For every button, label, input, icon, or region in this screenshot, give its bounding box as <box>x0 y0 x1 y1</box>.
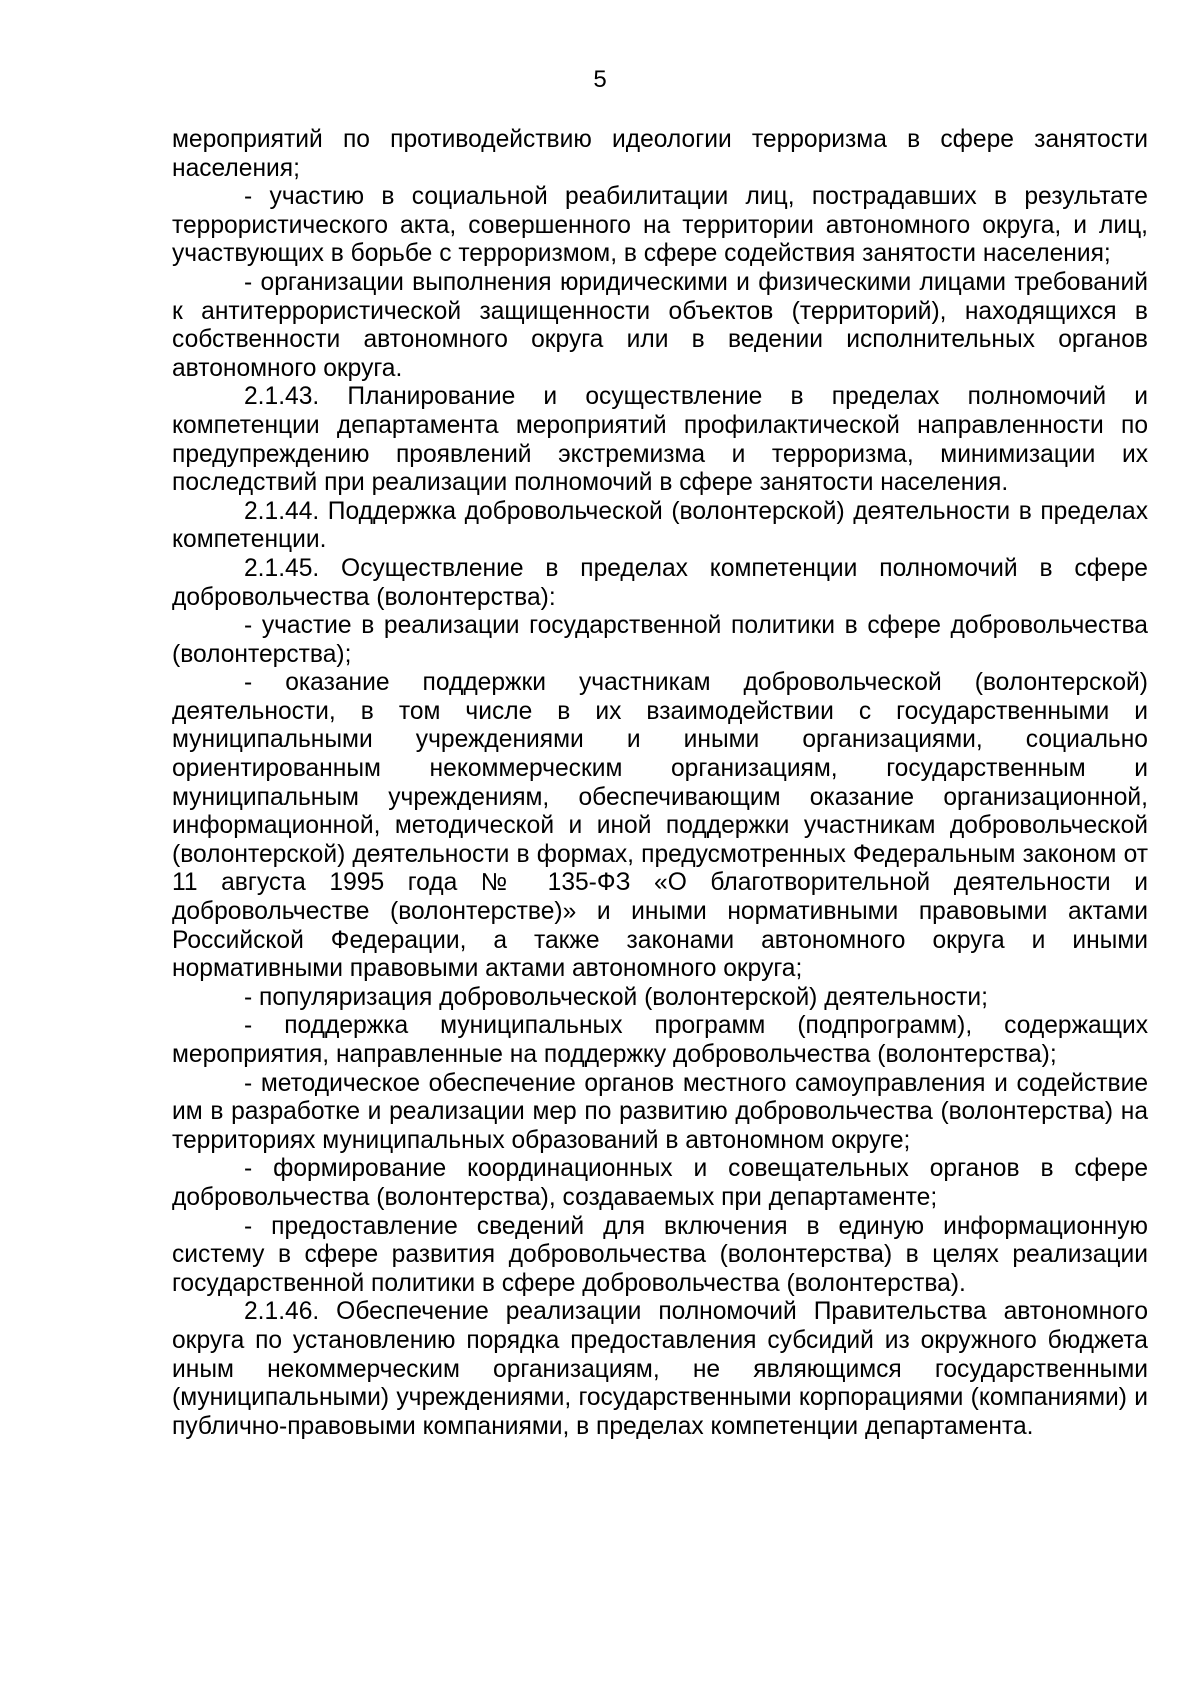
document-body <box>172 126 1148 1441</box>
paragraph: 2.1.46. Обеспечение реализации полномочий Правительства автономного округа по установлению порядка предоставления субсидий из окружного бюджета иным некоммерческим организациям, не являющимся государственными (муниципальными) учреждениями, государственными корпорациями (компаниями) и публично-правовыми компаниями, в пределах компетенции департамента. <box>172 1298 1148 1440</box>
paragraph: - методическое обеспечение органов местного самоуправления и содействие им в разработке и реализации мер по развитию добровольчества (волонтерства) на территориях муниципальных образований в автономном округе; <box>172 1069 1148 1154</box>
paragraph: 2.1.44. Поддержка добровольческой (волонтерской) деятельности в пределах компетенции. <box>172 497 1148 554</box>
paragraph: мероприятий по противодействию идеологии терроризма в сфере занятости населения; <box>172 126 1148 182</box>
paragraph: - участию в социальной реабилитации лиц, пострадавших в результате террористического акта, совершенного на территории автономного округа, и лиц, участвующих в борьбе с терроризмом, в сфере содействия занятости населения; <box>172 183 1148 268</box>
paragraph: - формирование координационных и совещательных органов в сфере добровольчества (волонтерства), создаваемых при департаменте; <box>172 1155 1148 1211</box>
paragraph: 2.1.43. Планирование и осуществление в пределах полномочий и компетенции департамента мероприятий профилактической направленности по предупреждению проявлений экстремизма и терроризма, минимизации их последствий при реализации полномочий в сфере занятости населения. <box>172 383 1148 497</box>
paragraph: - предоставление сведений для включения в единую информационную систему в сфере развития добровольчества (волонтерства) в целях реализации государственной политики в сфере добровольчества (волонтерства). <box>172 1212 1148 1297</box>
paragraph: - поддержка муниципальных программ (подпрограмм), содержащих мероприятия, направленные на поддержку добровольчества (волонтерства); <box>172 1012 1148 1068</box>
paragraph: 2.1.45. Осуществление в пределах компетенции полномочий в сфере добровольчества (волонтерства): <box>172 554 1148 611</box>
paragraph: - участие в реализации государственной политики в сфере добровольчества (волонтерства); <box>172 612 1148 668</box>
paragraph: - организации выполнения юридическими и физическими лицами требований к антитеррористической защищенности объектов (территорий), находящихся в собственности автономного округа или в ведении исполнительных органов автономного округа. <box>172 268 1148 382</box>
paragraph: - оказание поддержки участникам добровольческой (волонтерской) деятельности, в том числе в их взаимодействии с государственными и муниципальными учреждениями и иными организациями, социально ориентированным некоммерческим организациям, государственным и муниципальным учреждениям, обеспечивающим оказание организационной, информационной, методической и иной поддержки участникам добровольческой (волонтерской) деятельности в формах, предусмотренных Федеральным законом от 11 августа 1995 года № 135-ФЗ «О благотворительной деятельности и добровольчестве (волонтерстве)» и иными нормативными правовыми актами Российской Федерации, а также законами автономного округа и иными нормативными правовыми актами автономного округа; <box>172 669 1148 983</box>
paragraph: - популяризация добровольческой (волонтерской) деятельности; <box>244 983 988 1011</box>
page-number: 5 <box>593 66 607 93</box>
